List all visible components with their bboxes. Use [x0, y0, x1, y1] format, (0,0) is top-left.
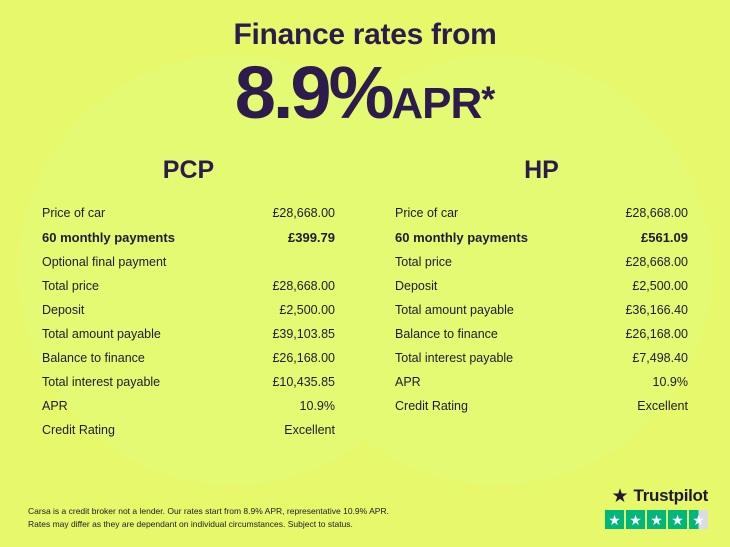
row-value: £2,500.00	[279, 303, 335, 317]
star-icon	[626, 510, 645, 529]
row-label: Total interest payable	[395, 351, 514, 365]
disclaimer-line-2: Rates may differ as they are dependant on individual circumstances. Subject to status.	[28, 518, 353, 529]
disclaimer	[28, 505, 389, 531]
table-row	[393, 250, 690, 274]
star-glyph: ★	[608, 511, 621, 528]
row-value: £10,435.85	[272, 375, 335, 389]
row-label: Deposit	[395, 279, 438, 293]
row-value: £28,668.00	[625, 255, 688, 269]
row-label: 60 monthly payments	[395, 230, 528, 245]
poster-footer	[0, 485, 730, 547]
table-row	[40, 394, 337, 418]
row-value: £2,500.00	[632, 279, 688, 293]
table-row	[40, 250, 337, 274]
trustpilot-star-icon: ★	[611, 485, 629, 507]
row-label: Total price	[395, 255, 452, 269]
row-value: £399.79	[288, 230, 335, 245]
table-row	[40, 322, 337, 346]
table-row	[40, 201, 337, 225]
page-title: Finance rates from	[233, 18, 497, 51]
table-row	[40, 346, 337, 370]
star-icon	[668, 510, 687, 529]
row-value: £28,668.00	[272, 279, 335, 293]
rate-value: 8.9%	[234, 51, 392, 134]
row-label: Deposit	[42, 303, 85, 317]
row-label: Optional final payment	[42, 255, 167, 269]
trustpilot-stars	[605, 510, 708, 529]
row-label: Credit Rating	[42, 423, 115, 437]
headline-rate	[0, 51, 730, 134]
row-value: 10.9%	[299, 399, 335, 413]
table-row	[393, 201, 690, 225]
row-label: Credit Rating	[395, 399, 468, 413]
table-row	[393, 346, 690, 370]
row-label: Balance to finance	[395, 327, 498, 341]
row-label: Price of car	[395, 206, 459, 220]
row-value: £26,168.00	[625, 327, 688, 341]
pcp-table	[40, 201, 337, 442]
row-value: £26,168.00	[272, 351, 335, 365]
row-label: Total amount payable	[42, 327, 161, 341]
row-label: Total price	[42, 279, 99, 293]
row-value: £28,668.00	[272, 206, 335, 220]
hp-title: HP	[524, 156, 559, 184]
row-value: £28,668.00	[625, 206, 688, 220]
table-row	[393, 225, 690, 250]
table-row	[393, 394, 690, 418]
trustpilot-rating	[605, 486, 708, 529]
row-value: £561.09	[641, 230, 688, 245]
row-value: £39,103.85	[272, 327, 335, 341]
table-row	[393, 370, 690, 394]
star-glyph: ★	[671, 511, 684, 528]
row-value	[240, 250, 337, 274]
star-glyph: ★	[692, 511, 705, 528]
table-row	[40, 274, 337, 298]
star-glyph: ★	[629, 511, 642, 528]
star-glyph: ★	[650, 511, 663, 528]
row-value: £7,498.40	[632, 351, 688, 365]
rate-unit: APR	[391, 79, 482, 128]
star-half-icon	[689, 510, 708, 529]
row-label: APR	[395, 375, 421, 389]
rate-asterisk: *	[481, 78, 496, 120]
table-row	[40, 225, 337, 250]
row-label: APR	[42, 399, 68, 413]
trustpilot-logo	[605, 486, 708, 506]
table-row	[393, 298, 690, 322]
trustpilot-name: Trustpilot	[633, 486, 708, 505]
table-row	[393, 322, 690, 346]
row-value: Excellent	[284, 423, 335, 437]
row-label: Total amount payable	[395, 303, 514, 317]
disclaimer-line-1: Carsa is a credit broker not a lender. Our rates start from 8.9% APR, representative 10.9% APR.	[28, 505, 389, 516]
row-label: 60 monthly payments	[42, 230, 175, 245]
table-row	[40, 298, 337, 322]
star-icon	[647, 510, 666, 529]
row-label: Price of car	[42, 206, 106, 220]
star-icon	[605, 510, 624, 529]
row-value: 10.9%	[652, 375, 688, 389]
row-value: £36,166.40	[625, 303, 688, 317]
finance-comparison	[0, 156, 730, 442]
table-row	[40, 370, 337, 394]
table-row	[40, 418, 337, 442]
row-label: Total interest payable	[42, 375, 161, 389]
hp-column	[365, 156, 690, 442]
hp-table	[393, 201, 690, 418]
row-value: Excellent	[637, 399, 688, 413]
row-label: Balance to finance	[42, 351, 145, 365]
pcp-title: PCP	[162, 156, 215, 184]
pcp-column	[40, 156, 365, 442]
table-row	[393, 274, 690, 298]
